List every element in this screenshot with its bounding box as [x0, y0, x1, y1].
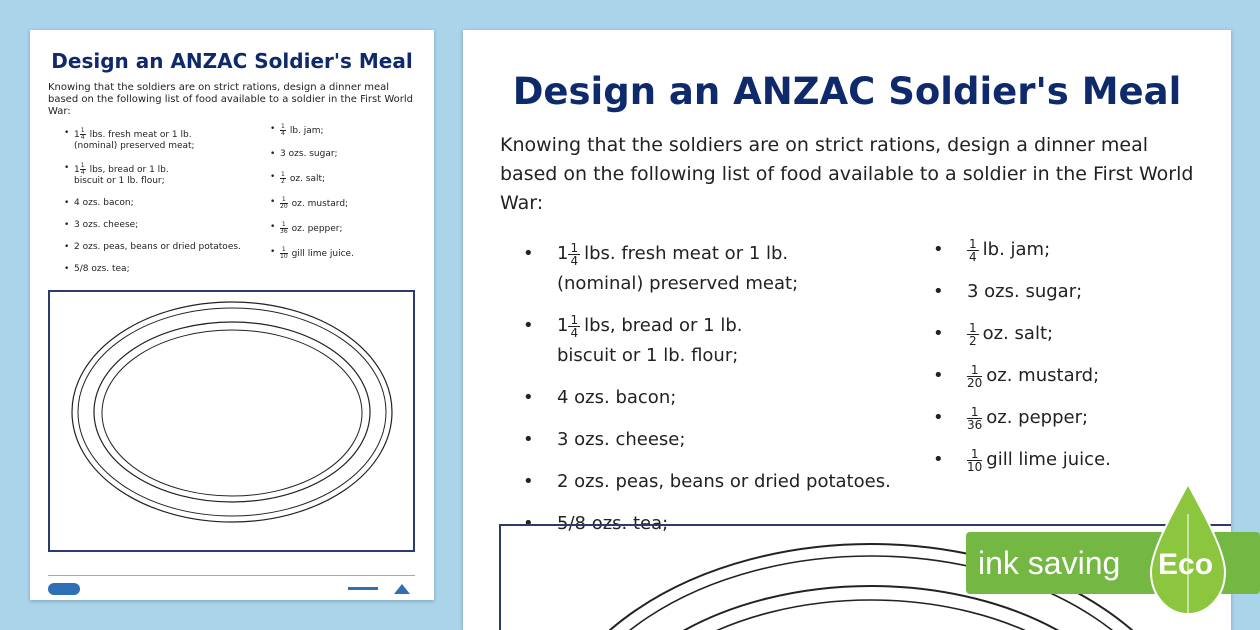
list-item: [270, 124, 390, 137]
item-text-continued: biscuit or 1 lb. flour;: [557, 345, 739, 366]
item-text: lbs, bread or 1 lb.: [584, 315, 743, 336]
bullet: •: [270, 222, 276, 232]
bullet: •: [64, 198, 70, 208]
item-text: 3 ozs. sugar;: [280, 149, 338, 159]
whole-number: 1: [557, 315, 569, 336]
intro-text: Knowing that the soldiers are on strict rations, design a dinner meal based on the following list of food available to a soldier in the First World War:: [48, 82, 413, 117]
brand-logo-icon: [48, 583, 80, 595]
list-item: [270, 149, 390, 160]
list-item: [64, 242, 264, 253]
item-text: lb. jam;: [982, 239, 1051, 260]
food-list-left: [64, 128, 264, 286]
food-list-left: [523, 239, 903, 551]
bullet: •: [270, 172, 276, 182]
bullet: •: [933, 281, 944, 302]
item-text: 3 ozs. cheese;: [557, 429, 686, 450]
fraction: $\frac{1}{20}$: [967, 362, 983, 390]
bullet: •: [523, 315, 534, 336]
intro-text: Knowing that the soldiers are on strict rations, design a dinner meal based on the following list of food available to a soldier in the First World War:: [500, 134, 1194, 214]
list-item: [270, 172, 390, 185]
item-text: 2 ozs. peas, beans or dried potatoes.: [74, 242, 241, 252]
bullet: •: [64, 128, 70, 138]
list-item: [933, 361, 1193, 391]
fraction: $\frac{1}{4}$: [969, 236, 977, 264]
bullet: •: [933, 449, 944, 470]
food-list-right: [270, 124, 390, 272]
fraction: $\frac{1}{36}$: [967, 404, 983, 432]
bullet: •: [64, 163, 70, 173]
list-item: [523, 311, 903, 371]
whole-number: 1: [74, 165, 80, 175]
bullet: •: [523, 513, 534, 534]
bullet: •: [270, 149, 276, 159]
fraction: $\frac{1}{10}$: [967, 446, 983, 474]
list-item: [64, 128, 264, 152]
plate-illustration: [50, 292, 413, 550]
item-text: oz. mustard;: [986, 365, 1100, 386]
fraction: $\frac{1}{4}$: [570, 240, 579, 268]
fraction: $\frac{1}{4}$: [80, 127, 85, 141]
bullet: •: [933, 407, 944, 428]
item-text: oz. salt;: [982, 323, 1054, 344]
list-item: [933, 403, 1193, 433]
whole-number: 1: [74, 130, 80, 140]
list-item: [523, 239, 903, 299]
page-title: Design an ANZAC Soldier's Meal: [512, 70, 1182, 113]
footer-link-mark: [348, 587, 378, 590]
list-item: [933, 277, 1193, 307]
item-text: oz. pepper;: [986, 407, 1089, 428]
preview-thumbnail-page[interactable]: [30, 30, 434, 600]
item-text: 3 ozs. cheese;: [74, 220, 139, 230]
list-item: [933, 319, 1193, 349]
bullet: •: [523, 471, 534, 492]
item-text: 5/8 ozs. tea;: [557, 513, 669, 534]
bullet: •: [523, 429, 534, 450]
fraction: $\frac{1}{4}$: [281, 123, 285, 137]
bullet: •: [64, 220, 70, 230]
bullet: •: [64, 264, 70, 274]
item-text: oz. pepper;: [291, 224, 343, 234]
item-text: oz. mustard;: [291, 199, 349, 209]
list-item: [523, 383, 903, 413]
fraction: $\frac{1}{20}$: [280, 196, 288, 210]
list-item: [270, 222, 390, 235]
bullet: •: [933, 323, 944, 344]
bullet: •: [523, 387, 534, 408]
crest-icon: [392, 582, 412, 596]
list-item: [270, 197, 390, 210]
plate-drawing-box: [48, 290, 415, 552]
item-text: 3 ozs. sugar;: [967, 281, 1083, 302]
page-title: Design an ANZAC Soldier's Meal: [51, 49, 413, 73]
item-text: 2 ozs. peas, beans or dried potatoes.: [557, 471, 891, 492]
ink-saving-eco-badge: [966, 484, 1260, 630]
fraction: $\frac{1}{4}$: [570, 312, 579, 340]
eco-label: Eco: [1158, 548, 1214, 581]
bullet: •: [523, 243, 534, 264]
item-text: lbs, bread or 1 lb.: [89, 165, 169, 175]
item-text-continued: (nominal) preserved meat;: [557, 273, 799, 294]
whole-number: 1: [557, 243, 569, 264]
fraction: $\frac{1}{2}$: [281, 171, 285, 185]
fraction: $\frac{1}{4}$: [80, 162, 85, 176]
item-text: gill lime juice.: [291, 249, 354, 259]
fraction: $\frac{1}{10}$: [280, 246, 288, 260]
bullet: •: [933, 365, 944, 386]
item-text-continued: (nominal) preserved meat;: [74, 141, 195, 151]
item-text: 4 ozs. bacon;: [557, 387, 677, 408]
fraction: $\frac{1}{2}$: [969, 320, 977, 348]
list-item: [64, 264, 264, 275]
fraction: $\frac{1}{36}$: [280, 221, 288, 235]
list-item: [933, 235, 1193, 265]
item-text: 4 ozs. bacon;: [74, 198, 134, 208]
food-list-right: [933, 235, 1193, 487]
bullet: •: [270, 247, 276, 257]
item-text: gill lime juice.: [986, 449, 1111, 470]
list-item: [64, 163, 264, 187]
item-text: 5/8 ozs. tea;: [74, 264, 130, 274]
list-item: [933, 445, 1193, 475]
bullet: •: [933, 239, 944, 260]
item-text: lbs. fresh meat or 1 lb.: [89, 130, 192, 140]
bullet: •: [270, 124, 276, 134]
bullet: •: [64, 242, 70, 252]
item-text: lb. jam;: [289, 126, 324, 136]
bullet: •: [270, 197, 276, 207]
ink-saving-label: ink saving: [978, 545, 1121, 581]
item-text-continued: biscuit or 1 lb. flour;: [74, 176, 165, 186]
list-item: [523, 467, 903, 497]
item-text: lbs. fresh meat or 1 lb.: [584, 243, 789, 264]
item-text: oz. salt;: [289, 174, 326, 184]
footer-divider: [48, 575, 415, 576]
list-item: [270, 247, 390, 260]
list-item: [64, 220, 264, 231]
list-item: [64, 198, 264, 209]
list-item: [523, 425, 903, 455]
